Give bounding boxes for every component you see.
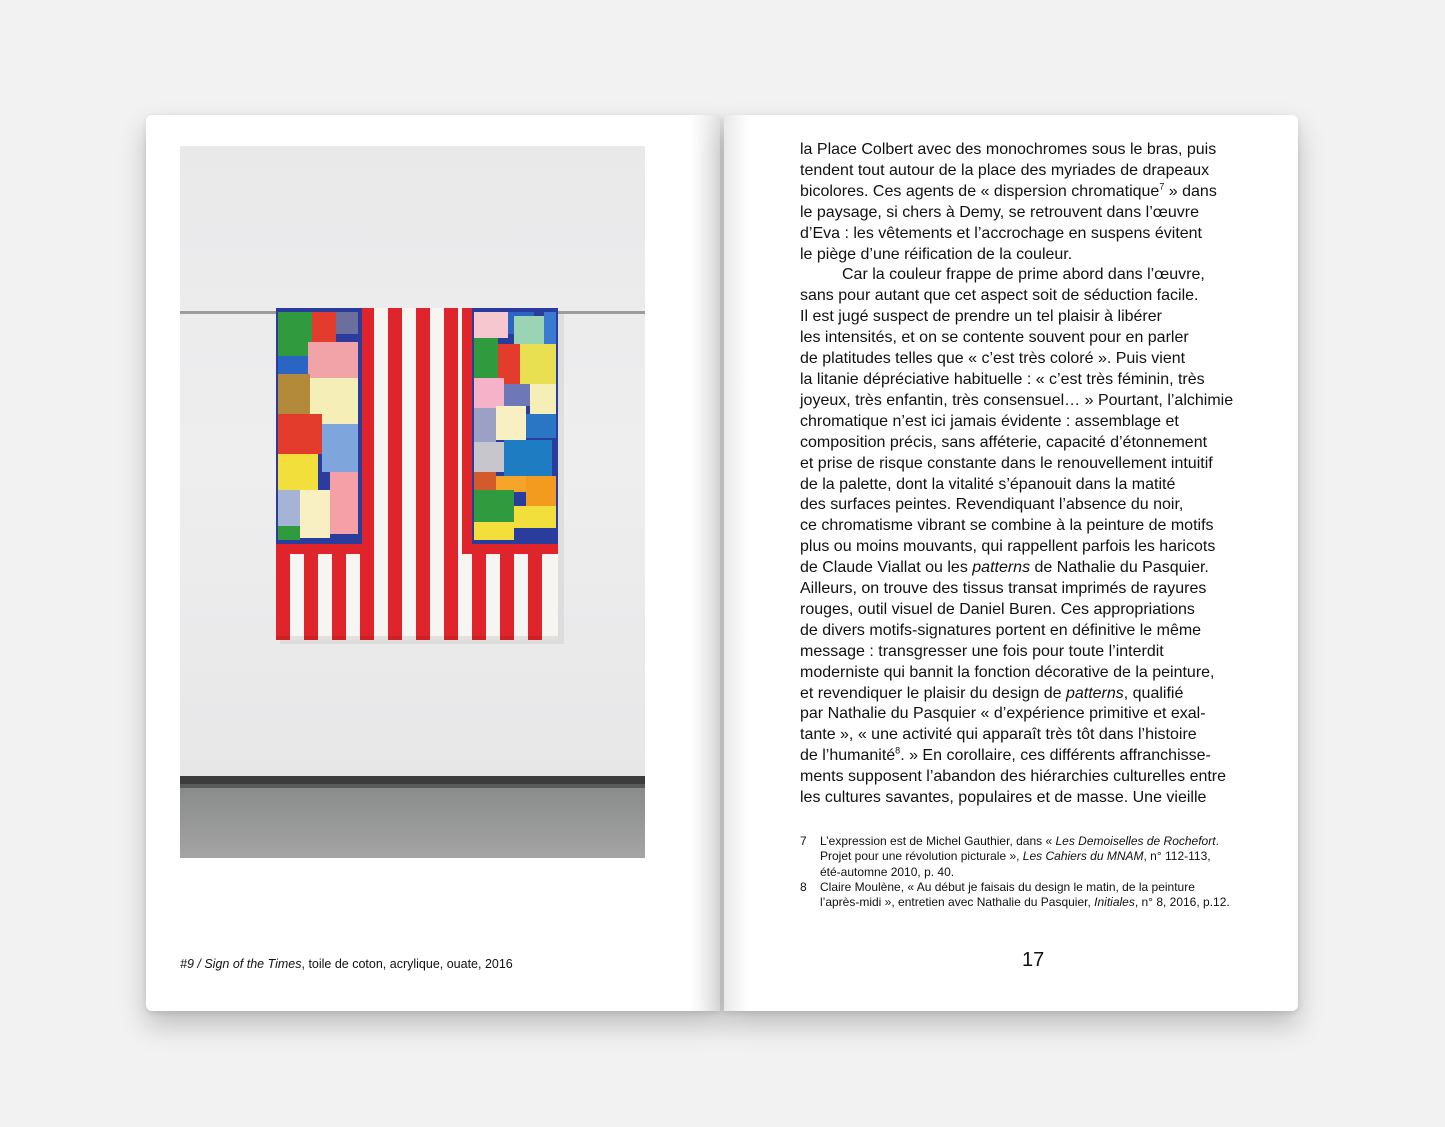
text-line: ments supposent l’abandon des hiérarchies culturelles entre	[800, 768, 1227, 786]
footnote-reference: 8	[895, 745, 901, 756]
footnote-line: Claire Moulène, « Au début je faisais du design le matin, de la peinture	[820, 879, 1195, 894]
text-line: Il est jugé suspect de prendre un tel plaisir à libérer	[800, 308, 1162, 326]
text-line: des surfaces peintes. Revendiquant l’absence du noir,	[800, 496, 1184, 514]
caption-number: #9 /	[180, 957, 201, 971]
body-text	[800, 140, 1272, 809]
text-line: la litanie dépréciative habituelle : « c’est très féminin, très	[800, 370, 1205, 388]
text-line: les intensités, et on se contente souvent pour en parler	[800, 329, 1189, 347]
text-line: de l’humanité$^8$. » En corollaire, ces différents affranchisse-	[800, 745, 1211, 765]
text-line: bicolores. Ces agents de « dispersion chromatique$^7$ » dans	[800, 181, 1217, 200]
footnote	[800, 834, 1280, 880]
footnote-number: 7	[800, 834, 807, 848]
text-line: plus ou moins mouvants, qui rappellent parfois les haricots	[800, 538, 1216, 556]
text-line: Car la couleur frappe de prime abord dans l’œuvre,	[842, 266, 1205, 284]
text-line: de Claude Viallat ou les patterns de Nathalie du Pasquier.	[800, 559, 1209, 577]
text-line: sans pour autant que cet aspect soit de séduction facile.	[800, 287, 1199, 305]
text-line: et prise de risque constante dans le renouvellement intuitif	[800, 454, 1213, 472]
text-line: tendent tout autour de la place des myriades de drapeaux	[800, 161, 1210, 179]
text-line: moderniste qui bannit la fonction décorative de la peinture,	[800, 663, 1215, 681]
text-line: chromatique n’est ici jamais évidente : assemblage et	[800, 412, 1179, 430]
image-caption	[180, 957, 513, 971]
footnote-line: L’expression est de Michel Gauthier, dans « Les Demoiselles de Rochefort.	[820, 834, 1219, 848]
text-line: Ailleurs, on trouve des tissus transat imprimés de rayures	[800, 580, 1207, 598]
caption-rest: , toile de coton, acrylique, ouate, 2016	[301, 957, 513, 971]
text-line: ce chromatisme vibrant se combine à la peinture de motifs	[800, 517, 1214, 535]
text-line: composition précis, sans afféterie, capacité d’étonnement	[800, 433, 1208, 451]
footnote-line: été-automne 2010, p. 40.	[820, 864, 955, 879]
gutter-shadow	[724, 115, 748, 1011]
text-line: par Nathalie du Pasquier « d’expérience primitive et exal-	[800, 705, 1206, 723]
footnote-reference: 7	[1159, 181, 1165, 192]
footnote-number: 8	[800, 879, 807, 894]
artwork-photo	[180, 146, 645, 858]
book-spread	[146, 115, 1298, 1011]
text-line: message : transgresser une fois pour toute l’interdit	[800, 642, 1164, 660]
right-page	[724, 115, 1298, 1011]
text-line: le paysage, si chers à Demy, se retrouvent dans l’œuvre	[800, 203, 1199, 221]
page-number: 17	[1022, 949, 1045, 971]
text-line: et revendiquer le plaisir du design de patterns, qualifié	[800, 684, 1184, 702]
footnotes	[800, 834, 1280, 910]
left-page	[146, 115, 720, 1011]
gutter-shadow	[690, 115, 720, 1011]
text-line: de divers motifs-signatures portent en définitive le même	[800, 621, 1202, 639]
text-line: la Place Colbert avec des monochromes sous le bras, puis	[800, 141, 1217, 158]
caption-title: Sign of the Times	[204, 957, 302, 971]
text-line: d’Eva : les vêtements et l’accrochage en suspens évitent	[800, 224, 1202, 242]
footnote-line: l’après-midi », entretien avec Nathalie du Pasquier, Initiales, n° 8, 2016, p.12.	[820, 895, 1230, 910]
footnote-line: Projet pour une révolution picturale », Les Cahiers du MNAM, n° 112-113,	[820, 849, 1211, 864]
text-line: les cultures savantes, populaires et de masse. Une vieille	[800, 789, 1207, 807]
text-line: de la palette, dont la vitalité s’épanouit dans la matité	[800, 475, 1176, 493]
footnote	[800, 880, 1280, 911]
text-line: de platitudes telles que « c’est très coloré ». Puis vient	[800, 350, 1186, 368]
text-line: le piège d’une réification de la couleur.	[800, 245, 1073, 263]
text-line: joyeux, très enfantin, très consensuel… » Pourtant, l’alchimie	[800, 391, 1234, 409]
text-line: rouges, outil visuel de Daniel Buren. Ces appropriations	[800, 600, 1195, 618]
text-line: tante », « une activité qui apparaît très tôt dans l’histoire	[800, 726, 1197, 744]
